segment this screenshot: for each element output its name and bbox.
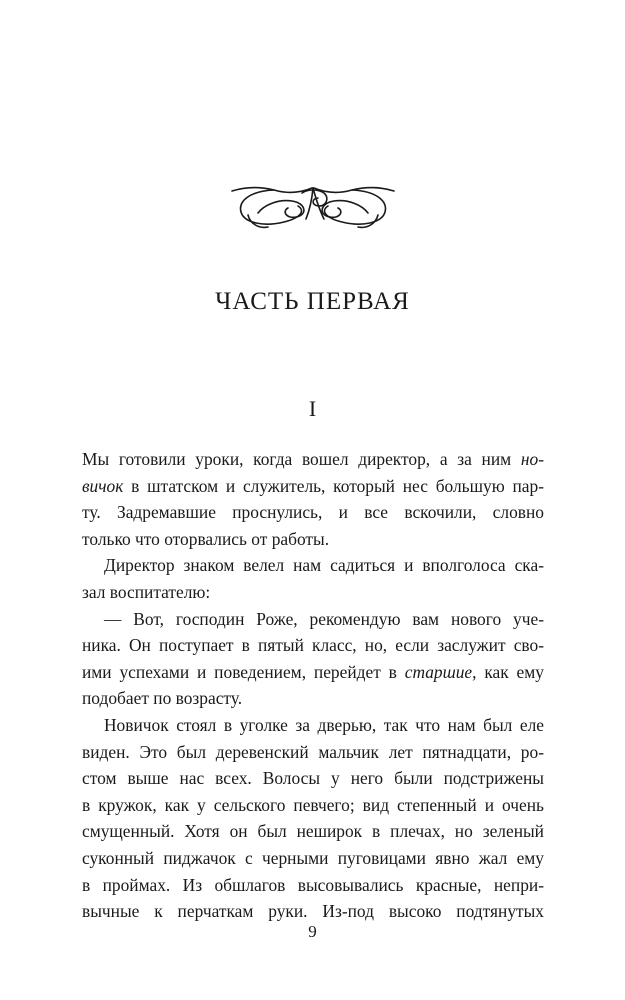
text-line: — Вот, господин Роже, рекомендую вам нового уче- <box>104 608 544 629</box>
flourish-ornament-icon <box>228 177 398 231</box>
text-line: вичок в штатском и служитель, который нес большую пар- <box>82 475 544 496</box>
text-line: виден. Это был деревенский мальчик лет пятнадцати, ро- <box>82 741 544 762</box>
text-line: смущенный. Хотя он был неширок в плечах, но зеленый <box>82 821 544 842</box>
text-line: подобает по возрасту. <box>82 688 243 709</box>
text-line: Директор знаком велел нам садиться и вполголоса ска- <box>104 555 544 576</box>
part-title: ЧАСТЬ ПЕРВАЯ <box>215 288 410 315</box>
text-line: только что оторвались от работы. <box>82 528 330 549</box>
page-number: 9 <box>308 922 317 941</box>
body-text <box>82 446 544 925</box>
text-line: стом выше нас всех. Волосы у него были подстрижены <box>82 768 544 789</box>
text-line: ника. Он поступает в пятый класс, но, если заслужит сво- <box>82 635 544 656</box>
text-line: Новичок стоял в уголке за дверью, так что нам был еле <box>104 714 544 735</box>
text-line: зал воспитателю: <box>82 581 211 602</box>
text-line: ту. Задремавшие проснулись, и все вскочили, словно <box>82 502 544 523</box>
text-line: в кружок, как у сельского певчего; вид степенный и очень <box>82 794 544 815</box>
text-line: в проймах. Из обшлагов высовывались красные, непри- <box>82 874 544 895</box>
text-line: вычные к перчаткам руки. Из-под высоко подтянутых <box>82 901 544 922</box>
text-line: Мы готовили уроки, когда вошел директор, а за ним но- <box>82 449 544 469</box>
text-line: ими успехами и поведением, перейдет в старшие, как ему <box>82 661 544 682</box>
chapter-number: I <box>308 396 317 421</box>
text-line: суконный пиджачок с черными пуговицами явно жал ему <box>82 847 544 868</box>
